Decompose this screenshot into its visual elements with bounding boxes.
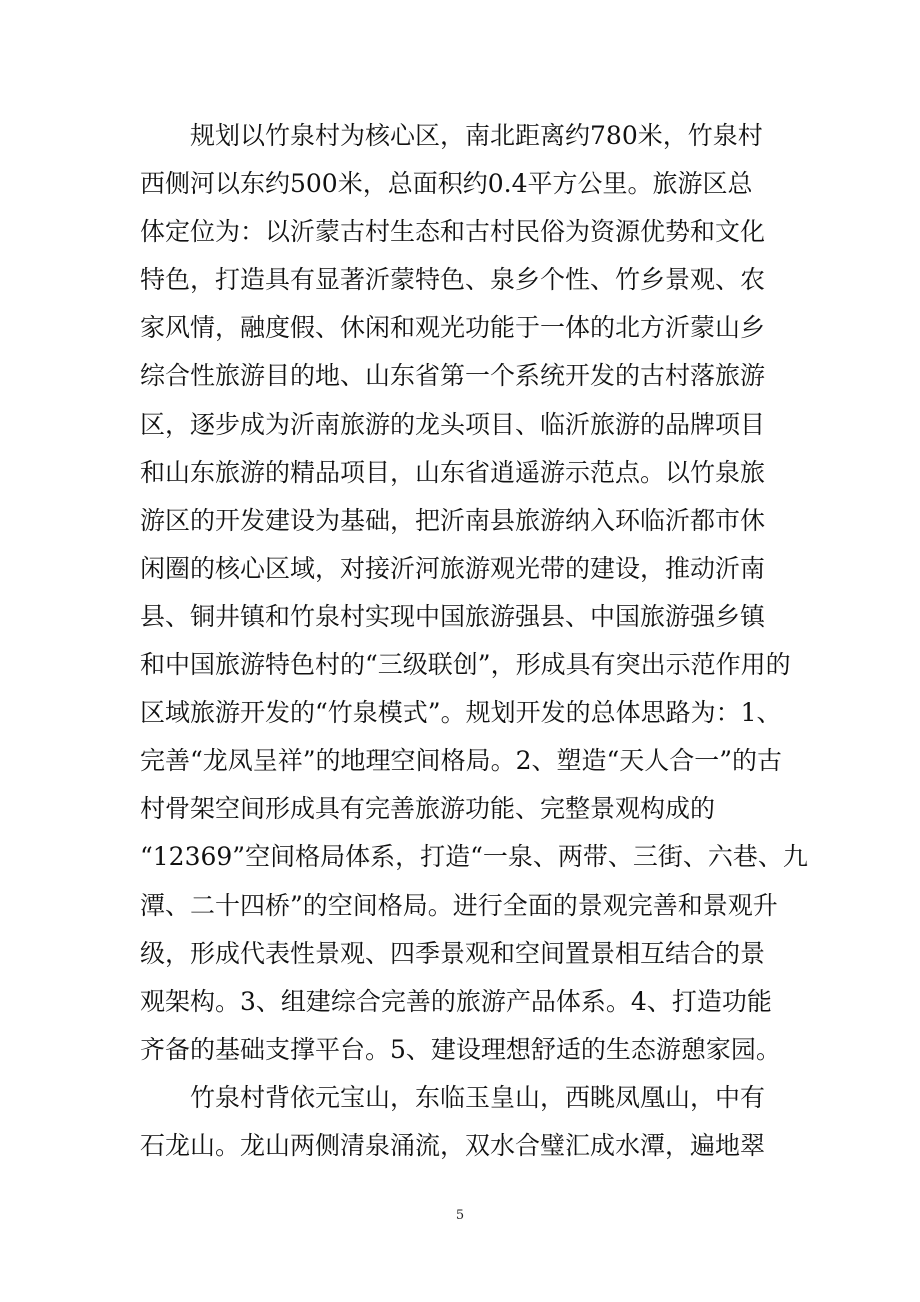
text-line: 齐备的基础支撑平台。5、建设理想舒适的生态游憩家园。 [140, 1034, 781, 1064]
page-number: 5 [455, 1208, 465, 1223]
text-line: 规划以竹泉村为核心区，南北距离约780米，竹泉村 [190, 121, 763, 150]
text-line: 和中国旅游特色村的“三级联创”，形成具有突出示范作用的 [140, 650, 791, 680]
text-line: 特色，打造具有显著沂蒙特色、泉乡个性、竹乡景观、农 [140, 265, 766, 295]
text-line: 观架构。3、组建综合完善的旅游产品体系。4、打造功能 [140, 986, 772, 1016]
text-line: 潭、二十四桥”的空间格局。进行全面的景观完善和景观升 [140, 890, 778, 920]
text-line: 竹泉村背依元宝山，东临玉皇山，西眺凤凰山，中有 [190, 1082, 766, 1112]
text-line: 县、铜井镇和竹泉村实现中国旅游强县、中国旅游强乡镇 [140, 601, 766, 631]
text-line: 家风情，融度假、休闲和观光功能于一体的北方沂蒙山乡 [140, 313, 766, 343]
text-line: 体定位为：以沂蒙古村生态和古村民俗为资源优势和文化 [140, 217, 766, 247]
text-line: 区域旅游开发的“竹泉模式”。规划开发的总体思路为：1、 [140, 698, 782, 728]
text-line: 石龙山。龙山两侧清泉涌流，双水合璧汇成水潭，遍地翠 [140, 1130, 766, 1160]
text-line: 综合性旅游目的地、山东省第一个系统开发的古村落旅游 [140, 361, 766, 391]
text-line: 和山东旅游的精品项目，山东省逍遥游示范点。以竹泉旅 [140, 457, 766, 487]
text-line: 区，逐步成为沂南旅游的龙头项目、临沂旅游的品牌项目 [140, 409, 766, 439]
text-line: 村骨架空间形成具有完善旅游功能、完整景观构成的 [140, 794, 716, 824]
text-line: 完善“龙凤呈祥”的地理空间格局。2、塑造“天人合一”的古 [140, 746, 783, 776]
text-line: 闲圈的核心区域，对接沂河旅游观光带的建设，推动沂南 [140, 553, 766, 583]
text-line: “12369”空间格局体系，打造“一泉、两带、三街、六巷、九 [140, 842, 808, 872]
text-line: 游区的开发建设为基础，把沂南县旅游纳入环临沂都市休 [140, 505, 766, 535]
body-text [140, 112, 808, 1170]
text-line: 西侧河以东约500米，总面积约0.4平方公里。旅游区总 [140, 169, 753, 199]
text-line: 级，形成代表性景观、四季景观和空间置景相互结合的景 [140, 938, 766, 968]
